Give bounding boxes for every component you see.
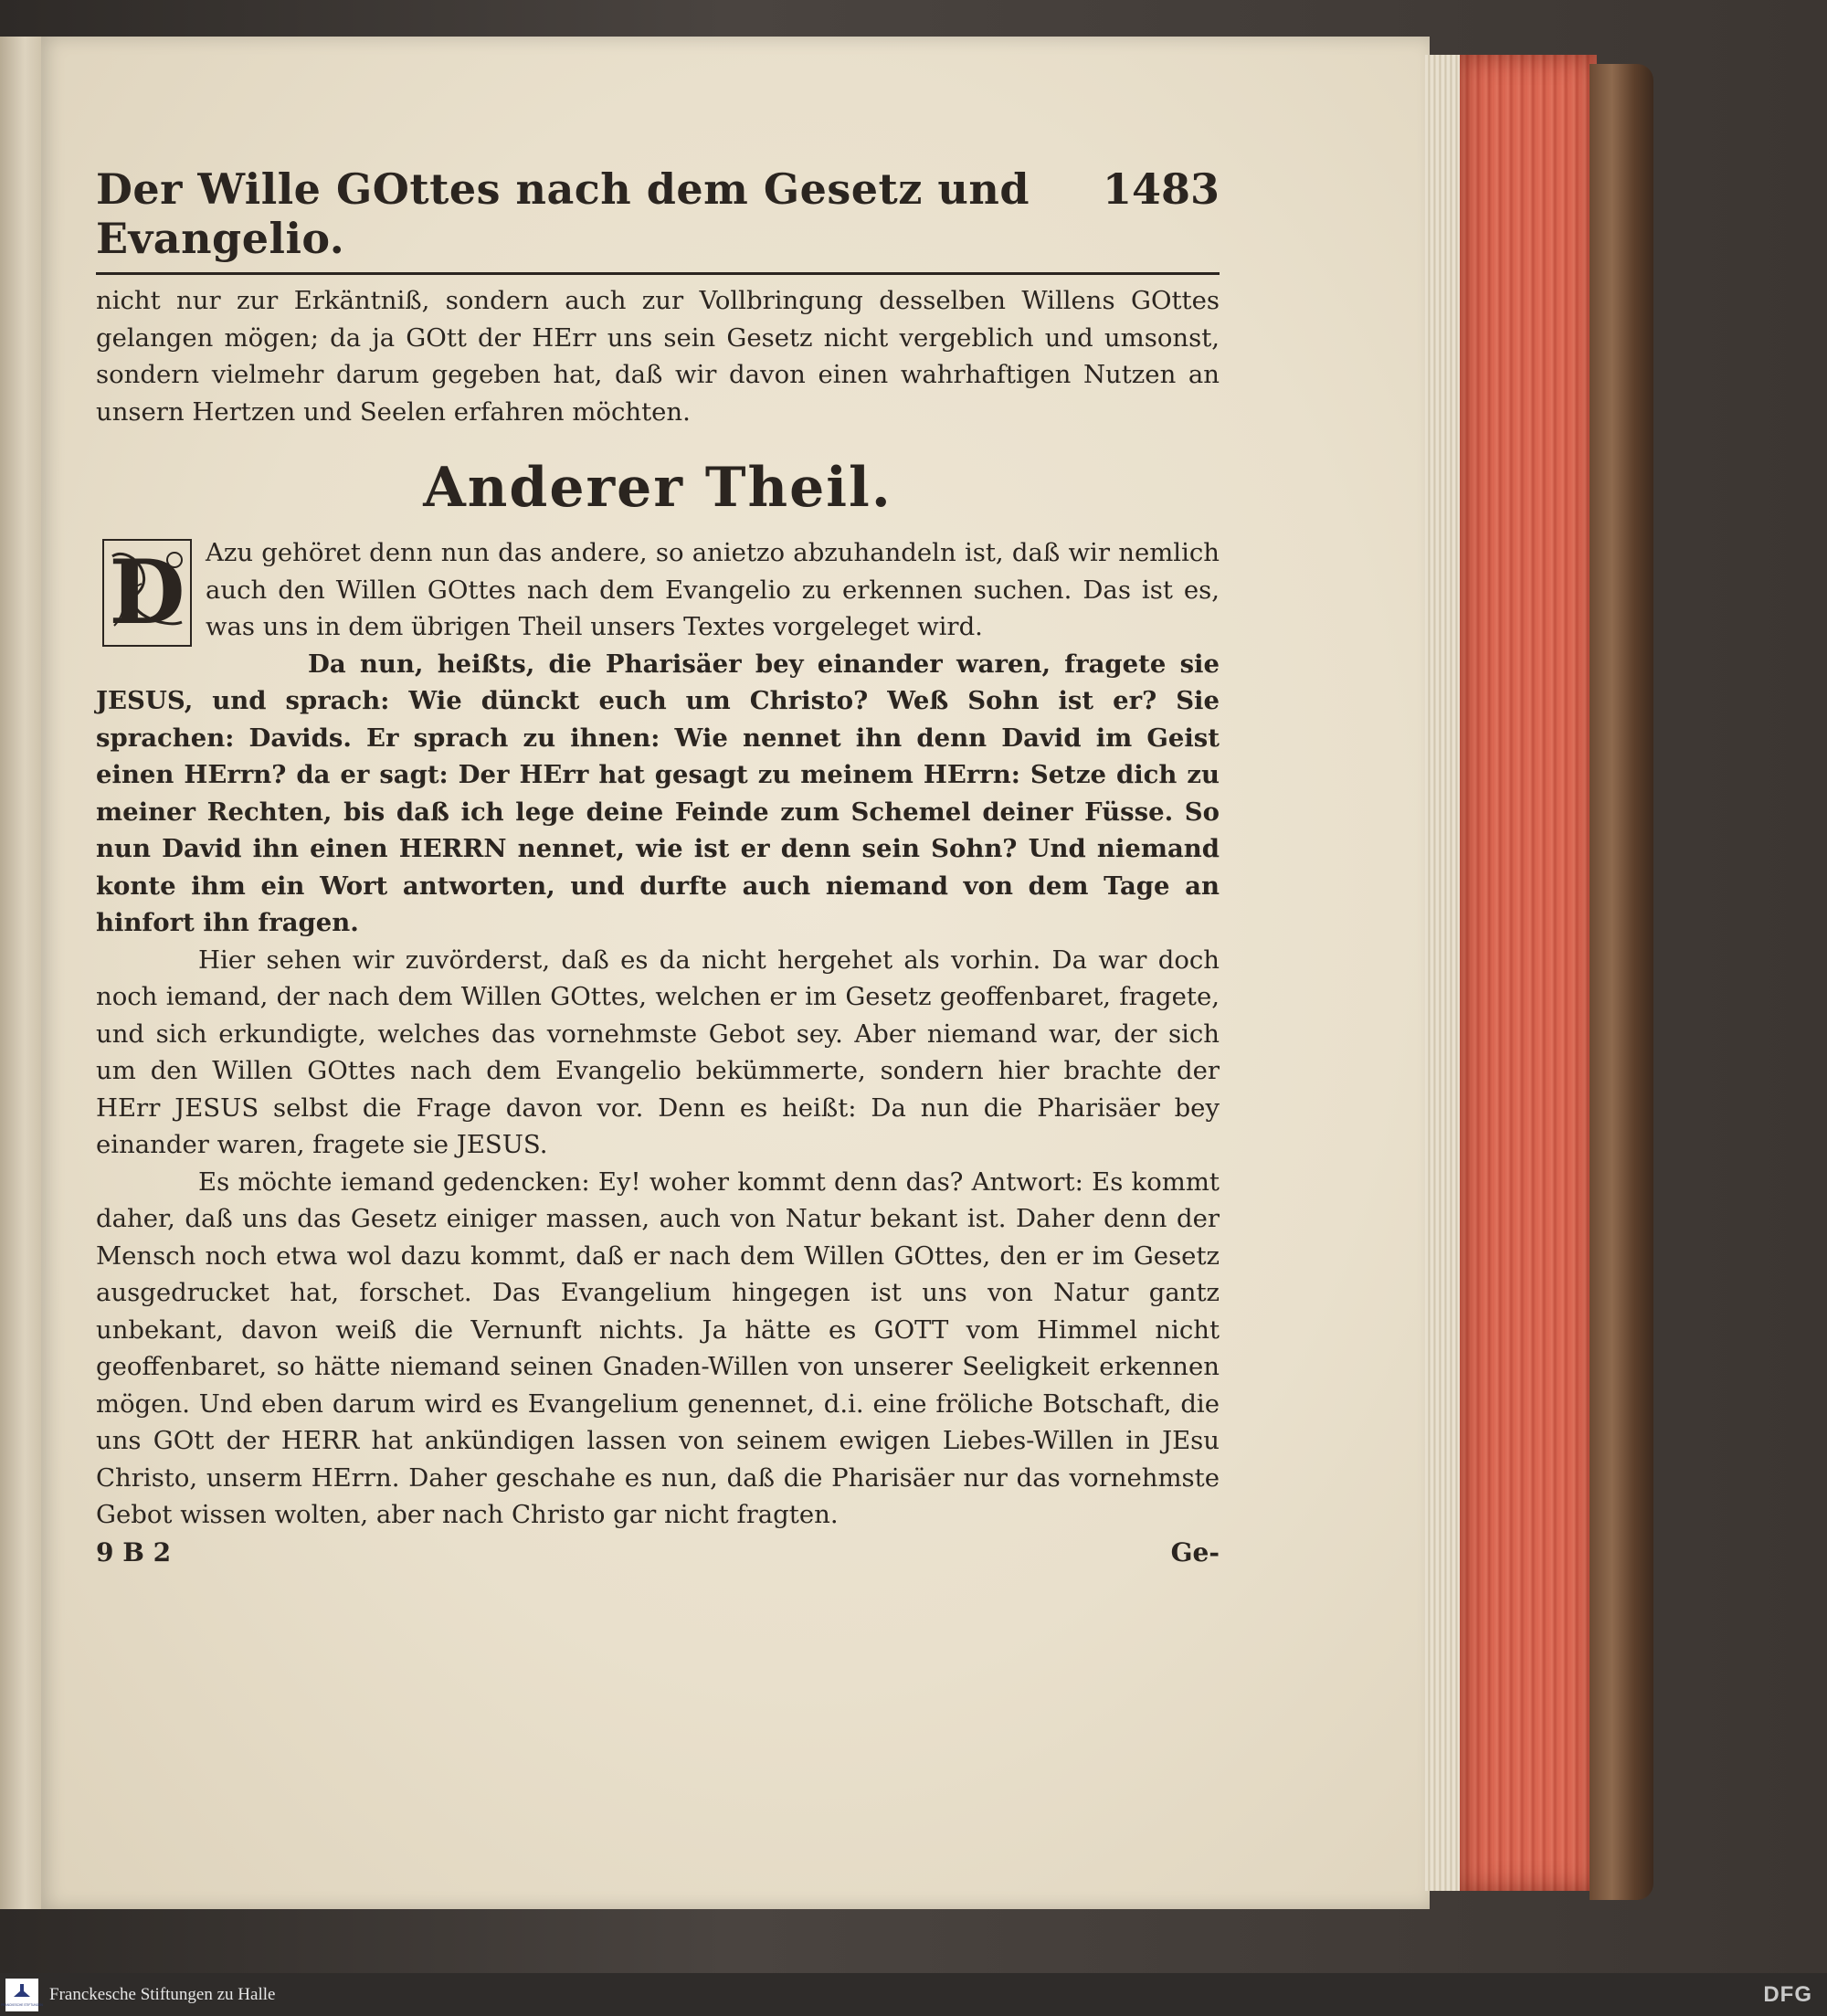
catchword: Ge-	[1170, 1536, 1220, 1567]
dfg-logo[interactable]: DFG	[1763, 1981, 1812, 2007]
text-block	[96, 164, 1220, 1567]
page-footer	[96, 1537, 1220, 1567]
institution-name[interactable]: Franckesche Stiftungen zu Halle	[49, 1984, 276, 2004]
drop-cap-initial	[101, 538, 193, 648]
book-cover-edge	[1589, 64, 1653, 1900]
logo-caption: FRANCKESCHE STIFTUNGEN	[1, 2002, 43, 2007]
intro-paragraph: nicht nur zur Erkäntniß, sondern auch zur Vollbringung desselben Willens GOttes gelangen mögen; da ja GOtt der HErr uns sein Gesetz nicht vergeblich und umsonst, sondern vielmehr darum gegeben hat, daß wir davon einen wahrhaftigen Nutzen an unsern Hertzen und Seelen erfahren möchten.	[96, 286, 1220, 427]
first-paragraph: Azu gehöret denn nun das andere, so anietzo abzuhandeln ist, daß wir nemlich auch den Willen GOttes nach dem Evangelio zu erkennen suchen. Das ist es, was uns in dem übrigen Theil unsers Textes vorgeleget wird.	[206, 538, 1220, 641]
red-page-edge	[1460, 55, 1597, 1891]
drop-cap-letter: D	[109, 541, 185, 644]
section-heading: Anderer Theil.	[423, 456, 892, 520]
first-paragraph-block	[96, 534, 1220, 646]
institution-logo-icon	[1, 1981, 43, 2009]
scripture-paragraph: Da nun, heißts, die Pharisäer bey einander waren, fragete sie JESUS, und sprach: Wie dünckt euch um Christo? Weß Sohn ist er? Sie sprachen: Davids. Er sprach zu ihnen: Wie nennet ihn denn David im Geist einen HErrn? da er sagt: Der HErr hat gesagt zu meinem HErrn: Setze dich zu meiner Rechten, bis daß ich lege deine Feinde zum Schemel deiner Füsse. So nun David ihn einen HERRN nennet, wie ist er denn sein Sohn? Und niemand konte ihm ein Wort antworten, und durfte auch niemand von dem Tage an hinfort ihn fragen.	[96, 649, 1220, 937]
institution-logo[interactable]	[1, 1979, 43, 2011]
page-block-edge	[1425, 55, 1462, 1891]
header-title: Der Wille GOttes nach dem Gesetz und Evangelio.	[96, 164, 1030, 263]
footer-bar	[0, 1973, 1827, 2016]
signature-mark: 9 B 2	[96, 1536, 172, 1567]
book-page	[41, 37, 1430, 1909]
running-header	[96, 164, 1220, 275]
paragraph-3: Hier sehen wir zuvörderst, daß es da nicht hergehet als vorhin. Da war doch noch iemand, der nach dem Willen GOttes, welchen er im Gesetz geoffenbaret, fragete, und sich erkundigte, welches das vornehmste Gebot sey. Aber niemand war, der sich um den Willen GOttes nach dem Evangelio bekümmerte, sondern hier brachte der HErr JESUS selbst die Frage davon vor. Denn es heißt: Da nun die Pharisäer bey einander waren, fragete sie JESUS.	[96, 945, 1220, 1159]
paragraph-4: Es möchte iemand gedencken: Ey! woher kommt denn das? Antwort: Es kommt daher, daß uns das Gesetz einiger massen, auch von Natur bekant ist. Daher denn der Mensch noch etwa wol dazu kommt, daß er nach dem Willen GOttes, den er im Gesetz ausgedrucket hat, forschet. Das Evangelium hingegen ist uns von Natur gantz unbekant, davon weiß die Vernunft nichts. Ja hätte es GOTT vom Himmel nicht geoffenbaret, so hätte niemand seinen Gnaden-Willen von unserer Seeligkeit erkennen mögen. Und eben darum wird es Evangelium genennet, d.i. eine fröliche Botschaft, die uns GOtt der HERR hat ankündigen lassen von seinem ewigen Liebes-Willen in JEsu Christo, unserm HErrn. Daher geschahe es nun, daß die Pharisäer nur das vornehmste Gebot wissen wolten, aber nach Christo gar nicht fragten.	[96, 1166, 1220, 1529]
page-number: 1483	[1102, 164, 1220, 214]
left-page-edge	[0, 37, 43, 1909]
